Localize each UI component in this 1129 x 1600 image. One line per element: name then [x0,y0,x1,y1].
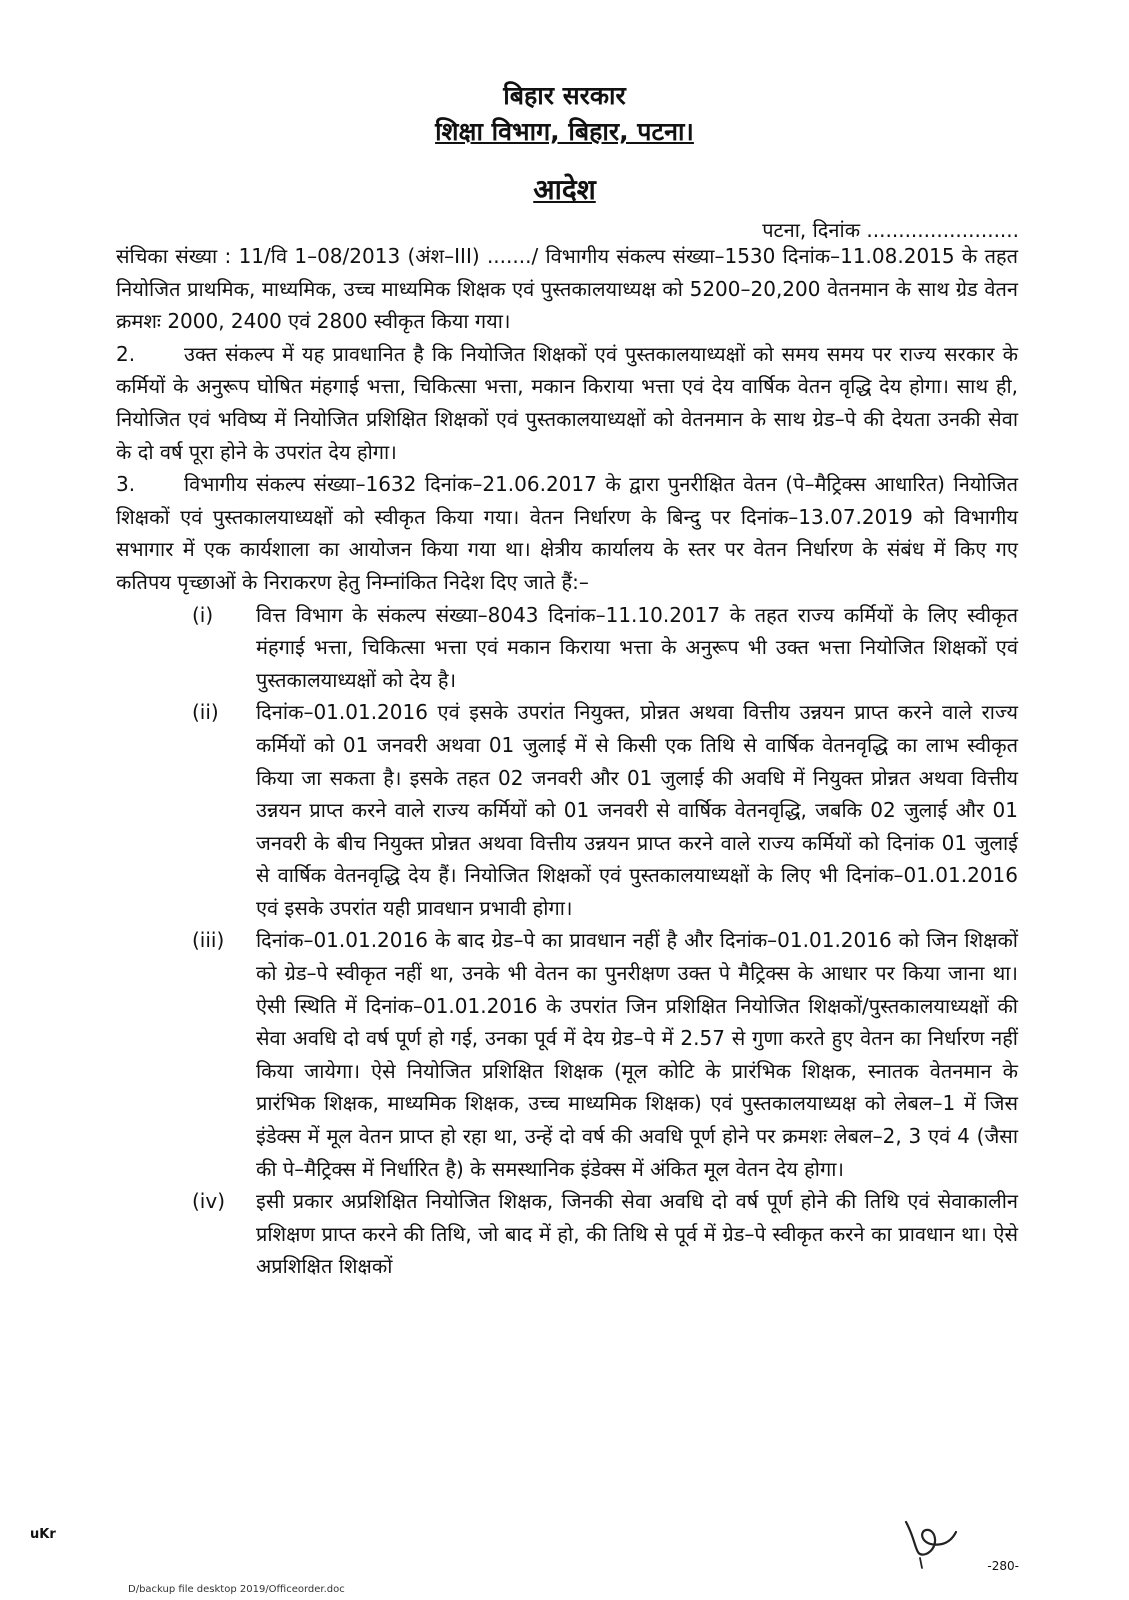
file-path-footer: D/backup file desktop 2019/Officeorder.doc [128,1584,345,1595]
footer-initials: uKr [30,1527,56,1542]
directive-item [116,924,1018,1185]
letterhead [0,78,1129,150]
order-body [116,240,1018,1283]
place-date-line: पटना, दिनांक ........................ [762,218,1019,242]
paragraph-3 [116,468,1018,598]
paragraph-number: 3. [116,472,136,497]
directive-item [116,1185,1018,1283]
paragraph-number: 2. [116,341,136,366]
directive-number: (iv) [192,1189,225,1214]
order-title: आदेश [533,173,596,206]
directive-text: दिनांक–01.01.2016 के बाद ग्रेड–पे का प्रावधान नहीं है और दिनांक–01.01.2016 को जिन शिक्षकों को ग्रेड–पे स्वीकृत नहीं था, उनके भी वेतन का पुनरीक्षण उक्त पे मैट्रिक्स के आधार पर किया जाना था। ऐसी स्थिति में दिनांक–01.01.2016 के उपरांत जिन प्रशिक्षित नियोजित शिक्षकों/पुस्तकालयाध्यक्षों की सेवा अवधि दो वर्ष पूर्ण हो गई, उनका पूर्व में देय ग्रेड–पे में 2.57 से गुणा करते हुए वेतन का निर्धारण नहीं किया जायेगा। ऐसे नियोजित प्रशिक्षित शिक्षक (मूल कोटि के प्रारंभिक शिक्षक, स्नातक वेतनमान के प्रारंभिक शिक्षक, माध्यमिक शिक्षक, उच्च माध्यमिक शिक्षक) एवं पुस्तकालयाध्यक्ष को लेबल–1 में जिस इंडेक्स में मूल वेतन प्राप्त हो रहा था, उन्हें दो वर्ष की अवधि पूर्ण होने पर क्रमशः लेबल–2, 3 एवं 4 (जैसा की पे–मैट्रिक्स में निर्धारित है) के समस्थानिक इंडेक्स में अंकित मूल वेतन देय होगा। [256,928,1018,1181]
directive-item [116,696,1018,924]
handwritten-initial-signature [896,1514,966,1570]
paragraph-text: विभागीय संकल्प संख्या–1632 दिनांक–21.06.2017 के द्वारा पुनरीक्षित वेतन (पे–मैट्रिक्स आधारित) नियोजित शिक्षकों एवं पुस्तकालयाध्यक्षों को स्वीकृत किया गया। वेतन निर्धारण के बिन्दु पर दिनांक–13.07.2019 को विभागीय सभागार में एक कार्यशाला का आयोजन किया गया था। क्षेत्रीय कार्यालय के स्तर पर वेतन निर्धारण के संबंध में किए गए कतिपय पृच्छाओं के निराकरण हेतु निम्नांकित निदेश दिए जाते हैं:– [116,472,1018,594]
directive-text: इसी प्रकार अप्रशिक्षित नियोजित शिक्षक, जिनकी सेवा अवधि दो वर्ष पूर्ण होने की तिथि एवं सेवाकालीन प्रशिक्षण प्राप्त करने की तिथि, जो बाद में हो, की तिथि से पूर्व में ग्रेड–पे स्वीकृत करने का प्रावधान था। ऐसे अप्रशिक्षित शिक्षकों [256,1189,1018,1279]
paragraph-2 [116,338,1018,468]
directive-text: वित्त विभाग के संकल्प संख्या–8043 दिनांक–11.10.2017 के तहत राज्य कर्मियों के लिए स्वीकृत मंहगाई भत्ता, चिकित्सा भत्ता एवं मकान किराया भत्ता के अनुरूप भी उक्त भत्ता नियोजित शिक्षकों एवं पुस्तकालयाध्यक्षों को देय है। [256,602,1018,692]
government-name: बिहार सरकार [503,81,626,110]
directive-text: दिनांक–01.01.2016 एवं इसके उपरांत नियुक्त, प्रोन्नत अथवा वित्तीय उन्नयन प्राप्त करने वाले राज्य कर्मियों को 01 जनवरी अथवा 01 जुलाई में से किसी एक तिथि से वार्षिक वेतनवृद्धि का लाभ स्वीकृत किया जा सकता है। इसके तहत 02 जनवरी और 01 जुलाई की अवधि में नियुक्त प्रोन्नत अथवा वित्तीय उन्नयन प्राप्त करने वाले राज्य कर्मियों को 01 जनवरी से वार्षिक वेतनवृद्धि, जबकि 02 जुलाई और 01 जनवरी के बीच नियुक्त प्रोन्नत अथवा वित्तीय उन्नयन प्राप्त करने वाले राज्य कर्मियों को दिनांक 01 जुलाई से वार्षिक वेतनवृद्धि देय हैं। नियोजित शिक्षकों एवं पुस्तकालयाध्यक्षों के लिए भी दिनांक–01.01.2016 एवं इसके उपरांत यही प्रावधान प्रभावी होगा। [256,700,1018,920]
page-number: -280- [987,1559,1019,1573]
directive-item [116,599,1018,697]
department-name: शिक्षा विभाग, बिहार, पटना। [435,117,694,146]
directive-number: (iii) [192,928,225,953]
directive-number: (i) [192,602,214,627]
paragraph-text: उक्त संकल्प में यह प्रावधानित है कि नियोजित शिक्षकों एवं पुस्तकालयाध्यक्षों को समय समय पर राज्य सरकार के कर्मियों के अनुरूप घोषित मंहगाई भत्ता, चिकित्सा भत्ता, मकान किराया भत्ता एवं देय वार्षिक वेतन वृद्धि देय होगा। साथ ही, नियोजित एवं भविष्य में नियोजित प्रशिक्षित शिक्षकों एवं पुस्तकालयाध्यक्षों को वेतनमान के साथ ग्रेड–पे की देयता उनकी सेवा के दो वर्ष पूरा होने के उपरांत देय होगा। [116,341,1018,464]
paragraph-1: संचिका संख्या : 11/वि 1–08/2013 (अंश–III) ......./ विभागीय संकल्प संख्या–1530 दिनांक–11.08.2015 के तहत नियोजित प्राथमिक, माध्यमिक, उच्च माध्यमिक शिक्षक एवं पुस्तकालयाध्यक्ष को 5200–20,200 वेतनमान के साथ ग्रेड वेतन क्रमशः 2000, 2400 एवं 2800 स्वीकृत किया गया। [116,244,1018,334]
directive-number: (ii) [192,700,219,725]
directive-list [116,599,1018,1283]
